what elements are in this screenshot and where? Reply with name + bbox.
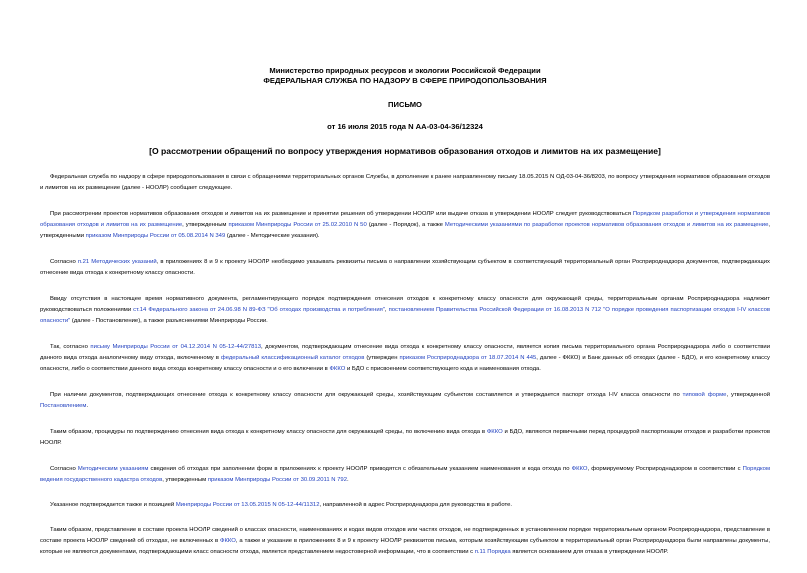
paragraph-text: При наличии документов, подтверждающих отнесение отхода к конкретному классу опасности для окружающей среды, хозяйствующим субъектом составляется и утверждается паспорт отхода I-IV класса опасности по	[50, 392, 683, 398]
paragraph-5	[40, 342, 770, 375]
paragraph-text: .	[347, 477, 349, 483]
paragraph-text: и БДО с присвоением соответствующего кода и наименования отхода.	[345, 366, 541, 372]
paragraph-1	[40, 172, 770, 194]
paragraph-text: , утвержденным	[162, 477, 208, 483]
link-order-445[interactable]: приказом Росприроднадзора от 18.07.2014 N 445	[399, 355, 537, 361]
paragraph-text: , формируемому Росприроднадзором в соответствии с	[587, 466, 743, 472]
link-federal-law-89[interactable]: ст.14 Федерального закона от 24.06.98 N 89-ФЗ "Об отходах производства и потребления"	[133, 307, 385, 313]
paragraph-text: , утвержденными	[40, 222, 770, 239]
paragraph-text: сведения об отходах при заполнении форм в приложениях к проекту НООЛР приводятся с обязательным указанием наименования и кода отхода по	[148, 466, 572, 472]
link-letter-11312[interactable]: Минприроды России от 13.05.2015 N 05-12-44/11312	[175, 502, 320, 508]
link-order-792[interactable]: приказом Минприроды России от 30.09.2011 N 792	[207, 477, 347, 483]
link-methodical-guidelines[interactable]: Методическими указаниями по разработке проектов нормативов образования отходов и лимитов на их размещение	[444, 222, 769, 228]
paragraph-text: , утвержденной	[726, 392, 771, 398]
paragraph-text: (далее - Методические указания).	[225, 233, 320, 239]
link-letter-27813[interactable]: письму Минприроды России от 04.12.2014 N 05-12-44/27813	[90, 344, 261, 350]
paragraph-text: (утвержден	[364, 355, 400, 361]
paragraph-text: Так, согласно	[50, 344, 91, 350]
paragraph-text: , утвержденным	[182, 222, 229, 228]
link-fkko[interactable]: ФККО	[486, 429, 503, 435]
document-type: ПИСЬМО	[388, 100, 422, 109]
paragraph-9	[40, 500, 770, 511]
link-resolution[interactable]: Постановлением	[40, 403, 87, 409]
link-order-349[interactable]: приказом Минприроды России от 05.08.2014 N 349	[85, 233, 226, 239]
paragraph-text: Ввиду отсутствия в настоящее время нормативного документа, регламентирующего порядок подтверждения отнесения отходов к конкретному классу опасности для окружающей среды, территориальным органам Росприроднадзора надлежит руководствоваться положениями	[40, 296, 770, 313]
paragraph-text: Согласно	[50, 466, 78, 472]
paragraph-10	[40, 525, 770, 558]
link-order-50[interactable]: приказом Минприроды России от 25.02.2010 N 50	[228, 222, 367, 228]
paragraph-text: (далее - Порядок), а также	[366, 222, 445, 228]
link-clause-21[interactable]: п.21 Методических указаний	[77, 259, 157, 265]
letter-document	[40, 66, 770, 573]
paragraph-text: и БДО, являются первичными перед процедурой паспортизации отходов и разработки проектов НООЛР.	[40, 429, 770, 446]
ministry-name: Министерство природных ресурсов и экологии Российской Федерации	[269, 66, 541, 75]
paragraph-text: , документом, подтверждающим отнесение вида отхода к конкретному классу опасности, является копия письма территориального органа Росприроднадзора либо о соответствии данного вида отхода аналогичному виду отхода, включенному в	[40, 344, 770, 361]
service-name: ФЕДЕРАЛЬНАЯ СЛУЖБА ПО НАДЗОРУ В СФЕРЕ ПРИРОДОПОЛЬЗОВАНИЯ	[263, 76, 547, 85]
link-fkko[interactable]: ФККО	[571, 466, 588, 472]
link-fkko[interactable]: ФККО	[220, 538, 236, 544]
paragraph-text: Согласно	[50, 259, 78, 265]
paragraph-3	[40, 257, 770, 279]
link-resolution-712[interactable]: постановлением Правительства Российской Федерации от 16.08.2013 N 712 "О порядке проведения паспортизации отходов I-IV классов опасности"	[40, 307, 770, 324]
paragraph-text: Указанное подтверждается также и позицией	[50, 502, 176, 508]
paragraph-text: .	[86, 403, 89, 409]
link-procedure[interactable]: Порядком разработки и утверждения нормативов образования отходов и лимитов на их размещение	[40, 211, 770, 228]
link-standard-form[interactable]: типовой форме	[682, 392, 727, 398]
paragraph-text: , направленной в адрес Росприроднадзора для руководства в работе.	[319, 502, 513, 508]
link-clause-11[interactable]: п.11 Порядка	[474, 549, 511, 555]
paragraph-text: Таким образом, представление в составе проекта НООЛР сведений о классах опасности, наименованиях и кодах видов отходов или частях отходов, не подтвержденных в установленном порядке территориальным органом Росприроднадзора, представление в составе проекта НООЛР сведений об отходах, не включенных в	[40, 527, 770, 544]
paragraph-4	[40, 294, 770, 327]
paragraph-text: является основанием для отказа в утверждении НООЛР.	[510, 549, 669, 555]
paragraph-text: , а также и указание в приложениях 8 и 9 к проекту НООЛР реквизитов письма, которым хозяйствующим субъектом в территориальный орган Росприроднадзора были направлены документы, которые не являются документами, подтверждающими класс опасности отхода, является представлением недостоверной информации, что в соответствии с	[40, 538, 771, 555]
document-date-number: от 16 июля 2015 года N АА-03-04-36/12324	[327, 122, 483, 131]
paragraph-6	[40, 390, 770, 412]
paragraph-2	[40, 209, 770, 242]
document-subject: [О рассмотрении обращений по вопросу утверждения нормативов образования отходов и лимитов на их размещение]	[149, 146, 661, 156]
paragraph-text: При рассмотрении проектов нормативов образования отходов и лимитов на их размещение и принятии решения об утверждении НООЛР или выдаче отказа в утверждении НООЛР следует руководствоваться	[50, 211, 633, 217]
paragraph-text: ,	[384, 307, 389, 313]
paragraph-text: , далее - ФККО) и Банк данных об отходах (далее - БДО), и его конкретному классу опасности, либо о соответствии данного вида отхода конкретному классу опасности и о его включении в	[40, 355, 771, 372]
paragraph-7	[40, 427, 770, 449]
link-fkko-catalog[interactable]: федеральный классификационный каталог отходов	[220, 355, 365, 361]
paragraph-text: (далее - Постановление), а также разъяснениями Минприроды России.	[70, 318, 268, 324]
paragraph-text: Таким образом, процедуры по подтверждению отнесения вида отхода к конкретному классу опасности для окружающей среды, по включению вида отхода в	[50, 429, 487, 435]
link-cadastre-procedure[interactable]: Порядком ведения государственного кадастра отходов	[40, 466, 770, 483]
paragraph-8	[40, 464, 770, 486]
link-fkko[interactable]: ФККО	[329, 366, 346, 372]
paragraph-text: , в приложениях 8 и 9 к проекту НООЛР необходимо указывать реквизиты письма о направлении хозяйствующим субъектом в соответствующий территориальный орган Росприроднадзора документов, подтверждающих отнесение вида отхода к конкретному классу опасности.	[40, 259, 770, 276]
paragraph-text: Федеральная служба по надзору в сфере природопользования в связи с обращениями территориальных органов Службы, в дополнение к ранее направленному письму 18.05.2015 N ОД-03-04-36/8203, по вопросу утверждения нормативов образования отходов и лимитов на их размещение (далее - НООЛР) сообщает следующее.	[40, 174, 770, 191]
link-methodical-guidelines[interactable]: Методическим указаниям	[77, 466, 149, 472]
